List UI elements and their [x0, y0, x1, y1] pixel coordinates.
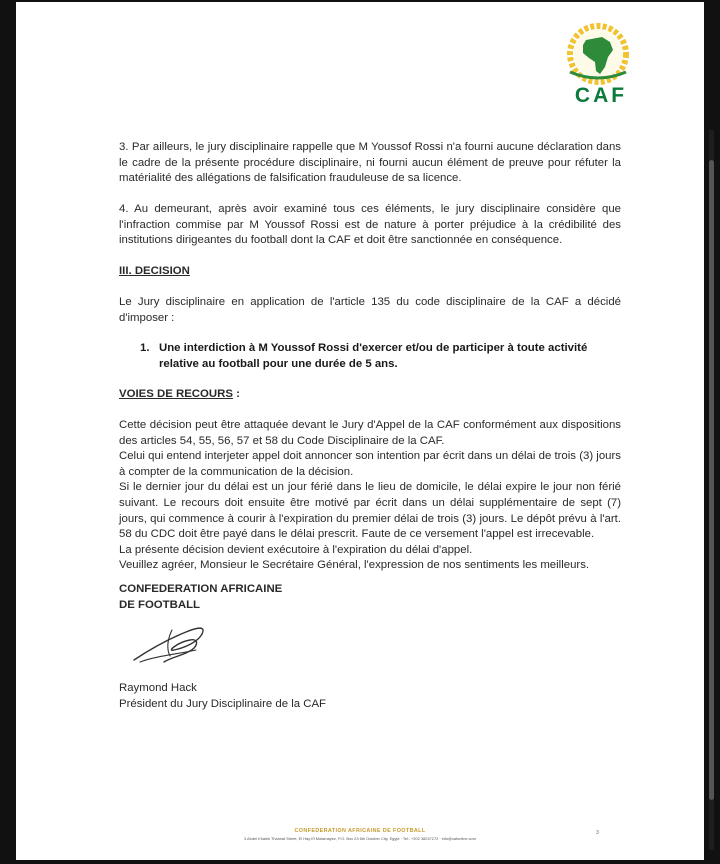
document-page	[16, 2, 704, 860]
recours-line: Cette décision peut être attaquée devant le Jury d'Appel de la CAF conformément aux dispositions des articles 54, 55, 56, 57 et 58 du Code Disciplinaire de la CAF.	[119, 419, 621, 447]
recours-line: Veuillez agréer, Monsieur le Secrétaire Général, l'expression de nos sentiments les meilleurs.	[119, 559, 590, 572]
recours-line: La présente décision devient exécutoire à l'expiration du délai d'appel.	[119, 543, 473, 556]
caf-logo	[550, 20, 646, 110]
closing-org-line1: CONFEDERATION AFRICAINE	[119, 583, 283, 595]
signature	[126, 612, 226, 672]
decision-item-number: 1.	[140, 342, 150, 354]
recours-line: Si le dernier jour du délai est un jour férié dans le lieu de domicile, le délai expire le jour non férié suivant. Le recours doit ensuite être motivé par écrit dans un délai supplémentaire de sept (7) jours, qui commence à courir à l'expiration du premier délai de trois (3) jours. Le dépôt prévu à l'art. 58 du CDC doit être payé dans le délai prescrit. Faute de ce versement l'appel est irrecevable.	[119, 481, 621, 541]
paragraph-3-text: 3. Par ailleurs, le jury disciplinaire rappelle que M Youssof Rossi n'a fourni aucune déclaration dans le cadre de la présente procédure disciplinaire, ni fourni aucun élément de preuve pour réfuter la matérialité des allégations de falsification frauduleuse de sa licence.	[119, 141, 621, 185]
scrollbar-thumb[interactable]	[709, 160, 714, 800]
paragraph-4	[119, 202, 621, 249]
footer-address: 3 Abdel Khalek Tharwat Street, El Hay El Motamayez, P.O. Box 23 6th October City, Egypt · Tel.: +202 38247272 · info@cafonline.com	[244, 836, 476, 841]
decision-heading: III. DECISION	[119, 265, 190, 277]
decision-intro: Le Jury disciplinaire en application de l'article 135 du code disciplinaire de la CAF a décidé d'imposer :	[119, 296, 621, 324]
page-footer	[16, 828, 704, 841]
decision-item	[140, 341, 620, 372]
decision-item-text: Une interdiction à M Youssof Rossi d'exercer et/ou de participer à toute activité relative au football pour une durée de 5 ans.	[159, 342, 588, 370]
recours-line: Celui qui entend interjeter appel doit annoncer son intention par écrit dans un délai de trois (3) jours à compter de la communication de la décision.	[119, 450, 621, 478]
paragraph-4-text: 4. Au demeurant, après avoir examiné tous ces éléments, le jury disciplinaire considère que l'infraction commise par M Youssof Rossi est de nature à porter préjudice à la crédibilité des institutions dirigeantes du football dont la CAF et doit être sanctionnée en conséquence.	[119, 203, 621, 247]
caf-logo-text: CAF	[574, 84, 628, 107]
recours-heading-block	[119, 387, 621, 403]
signatory-block	[119, 681, 621, 712]
recours-heading: VOIES DE RECOURS	[119, 388, 233, 400]
recours-heading-colon: :	[232, 388, 240, 400]
page-number: 3	[596, 830, 599, 836]
decision-heading-block	[119, 264, 621, 280]
closing-org	[119, 582, 621, 613]
footer-org: CONFEDERATION AFRICAINE DE FOOTBALL	[294, 828, 426, 834]
recours-section	[119, 418, 621, 574]
caf-emblem-icon	[550, 20, 646, 90]
decision-intro-block	[119, 295, 621, 326]
paragraph-3	[119, 140, 621, 187]
closing-org-line2: DE FOOTBALL	[119, 598, 200, 611]
signature-icon	[126, 612, 226, 672]
signatory-name: Raymond Hack	[119, 682, 197, 694]
signatory-title: Président du Jury Disciplinaire de la CAF	[119, 697, 327, 710]
